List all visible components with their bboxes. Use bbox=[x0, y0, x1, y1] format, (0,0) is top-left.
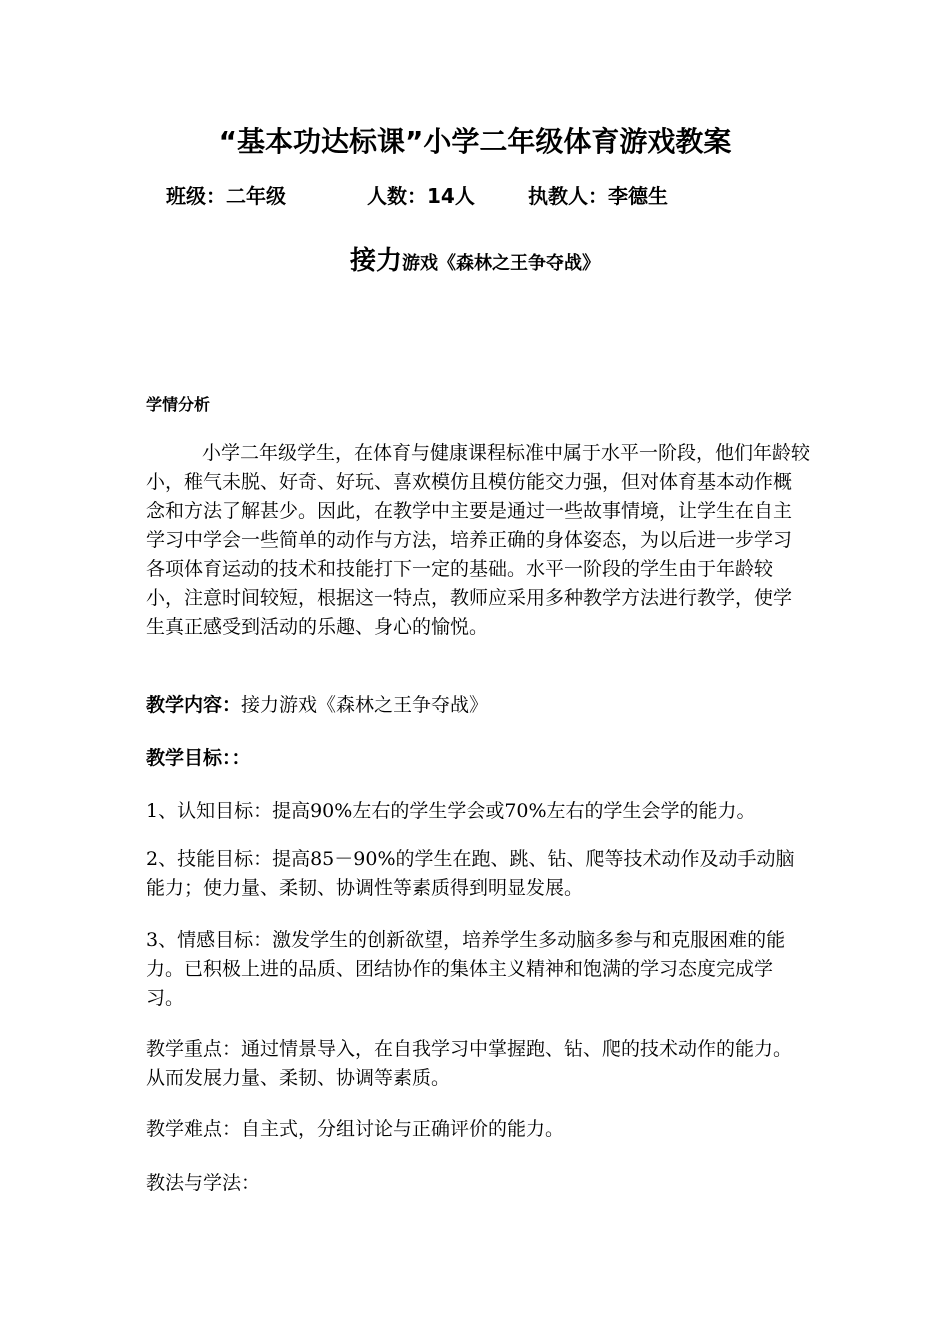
subtitle-main: 接力 bbox=[349, 246, 402, 276]
content-label: 教学内容： bbox=[146, 694, 242, 716]
goal-item: 3、情感目标：激发学生的创新欲望，培养学生多动脑多参与和克服困难的能力。已积极上进的品质、团结协作的集体主义精神和饱满的学习态度完成学习。 bbox=[146, 929, 786, 1009]
analysis-paragraph: 小学二年级学生，在体育与健康课程标准中属于水平一阶段，他们年龄较小，稚气未脱、好奇、好玩、喜欢模仿且模仿能交力强，但对体育基本动作概念和方法了解甚少。因此，在教学中主要是通过一些故事情境，让学生在自主学习中学会一些简单的动作与方法，培养正确的身体姿态，为以后进一步学习各项体育运动的技术和技能打下一定的基础。水平一阶段的学生由于年龄较小，注意时间较短，根据这一特点，教师应采用多种教学方法进行教学，使学生真正感受到活动的乐趣、身心的愉悦。 bbox=[146, 442, 811, 638]
difficulty: 教学难点：自主式，分组讨论与正确评价的能力。 bbox=[146, 1118, 565, 1140]
key-point: 教学重点：通过情景导入，在自我学习中掌握跑、钻、爬的技术动作的能力。从而发展力量、柔韧、协调等素质。 bbox=[146, 1038, 793, 1089]
teacher-name: 执教人：李德生 bbox=[528, 184, 668, 208]
goals-heading: 教学目标：： bbox=[146, 747, 251, 769]
content-value: 接力游戏《森林之王争夺战》 bbox=[241, 694, 489, 716]
methods-heading: 教法与学法： bbox=[146, 1172, 261, 1194]
goal-item: 2、技能目标：提高85－90%的学生在跑、跳、钻、爬等技术动作及动手动脑能力；使力量、柔韧、协调性等素质得到明显发展。 bbox=[146, 848, 795, 899]
subtitle-rest: 游戏《森林之王争夺战》 bbox=[402, 253, 600, 274]
lesson-subtitle bbox=[0, 240, 950, 277]
class-label: 班级：二年级 bbox=[166, 184, 286, 208]
goal-item: 1、认知目标：提高90%左右的学生学会或70%左右的学生会学的能力。 bbox=[146, 800, 756, 822]
page-title: “基本功达标课”小学二年级体育游戏教案 bbox=[218, 125, 732, 158]
teaching-content bbox=[146, 691, 810, 720]
class-info-row bbox=[0, 180, 950, 212]
analysis-heading: 学情分析 bbox=[146, 395, 211, 414]
student-count: 人数：14人 bbox=[367, 184, 475, 208]
